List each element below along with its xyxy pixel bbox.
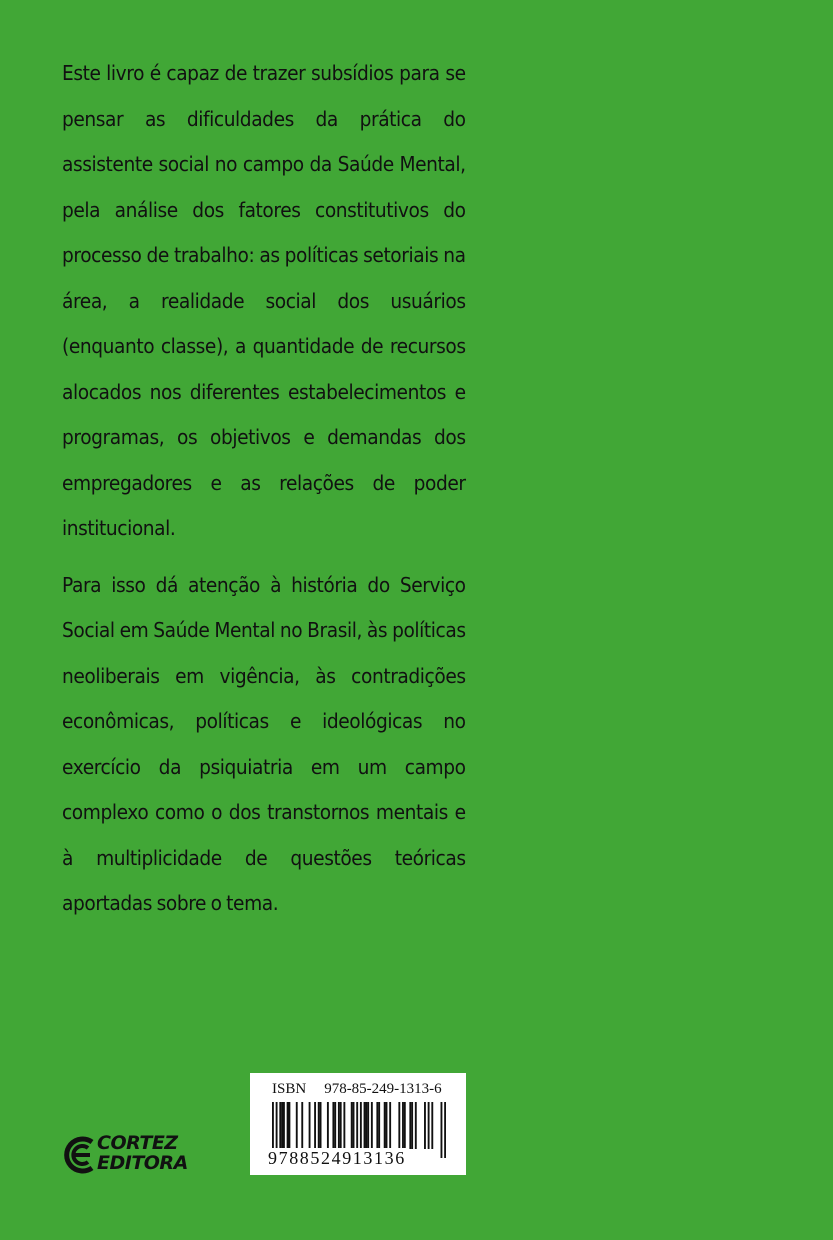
barcode-bar	[409, 1102, 411, 1149]
barcode-bar	[389, 1102, 391, 1149]
barcode-bar	[332, 1102, 334, 1149]
barcode-bar	[415, 1102, 417, 1149]
barcode-bar	[343, 1102, 345, 1149]
publisher-name-line1: CORTEZ	[97, 1132, 178, 1154]
barcode-bar	[364, 1102, 366, 1149]
barcode-bar	[318, 1102, 320, 1149]
barcode-bar	[404, 1102, 406, 1149]
barcode-bar	[444, 1102, 446, 1158]
barcode-bar	[384, 1102, 386, 1149]
barcode-bar	[334, 1102, 336, 1149]
barcode-bar	[287, 1102, 289, 1149]
barcode-bar	[279, 1102, 281, 1149]
cortez-logo-icon	[62, 1136, 96, 1174]
barcode-bar	[296, 1102, 298, 1149]
isbn-number: 978-85-249-1313-6	[324, 1081, 442, 1097]
barcode-bar	[371, 1102, 373, 1149]
barcode-bar	[283, 1102, 285, 1149]
isbn-line	[272, 1081, 442, 1098]
barcode-bar	[431, 1102, 433, 1149]
barcode-bar	[378, 1102, 380, 1149]
isbn-label: ISBN	[272, 1081, 307, 1097]
barcode-bar	[353, 1102, 355, 1149]
barcode-bar	[320, 1102, 322, 1149]
barcode-bar	[340, 1102, 342, 1149]
barcode-bar	[314, 1102, 316, 1149]
barcode-bar	[281, 1102, 283, 1149]
barcode-bar	[411, 1102, 413, 1149]
barcode-bar	[309, 1102, 311, 1149]
barcode-bar	[338, 1102, 340, 1149]
barcode-bar	[386, 1102, 388, 1149]
isbn-barcode	[250, 1073, 466, 1175]
barcode-bar	[301, 1102, 303, 1149]
ean-digits: 9788524913136	[268, 1148, 406, 1168]
barcode-bar	[441, 1102, 443, 1158]
barcode-bar	[398, 1102, 400, 1149]
barcode-bar	[402, 1102, 404, 1149]
back-cover-blurb	[62, 51, 466, 927]
publisher-name-line2: EDITORA	[97, 1152, 188, 1174]
barcode-bar	[327, 1102, 329, 1149]
barcode-bar	[367, 1102, 369, 1149]
barcode-bar	[376, 1102, 378, 1149]
barcode-bar	[351, 1102, 353, 1149]
barcode-bar	[424, 1102, 426, 1149]
barcode-bar	[365, 1102, 367, 1149]
blurb-paragraph-1: Este livro é capaz de trazer subsídios para se pensar as dificuldades da prática do assistente social no campo da Saúde Mental, pela análise dos fatores constitutivos do processo de trabalho: as políticas setoriais na área, a realidade social dos usuários (enquanto classe), a quantidade de recursos alocados nos diferentes estabelecimentos e programas, os objetivos e demandas dos empregadores e as relações de poder institucional.	[62, 61, 466, 540]
publisher-logo	[62, 1132, 202, 1178]
barcode-bar	[428, 1102, 430, 1149]
blurb-paragraph-2: Para isso dá atenção à história do Serviço Social em Saúde Mental no Brasil, às políticas neoliberais em vigência, às contradições econômicas, políticas e ideológicas no exercício da psiquiatria em um campo complexo como o dos transtornos mentais e à multiplicidade de questões teóricas aportadas sobre o tema.	[62, 572, 466, 915]
barcode-bar	[288, 1102, 290, 1149]
